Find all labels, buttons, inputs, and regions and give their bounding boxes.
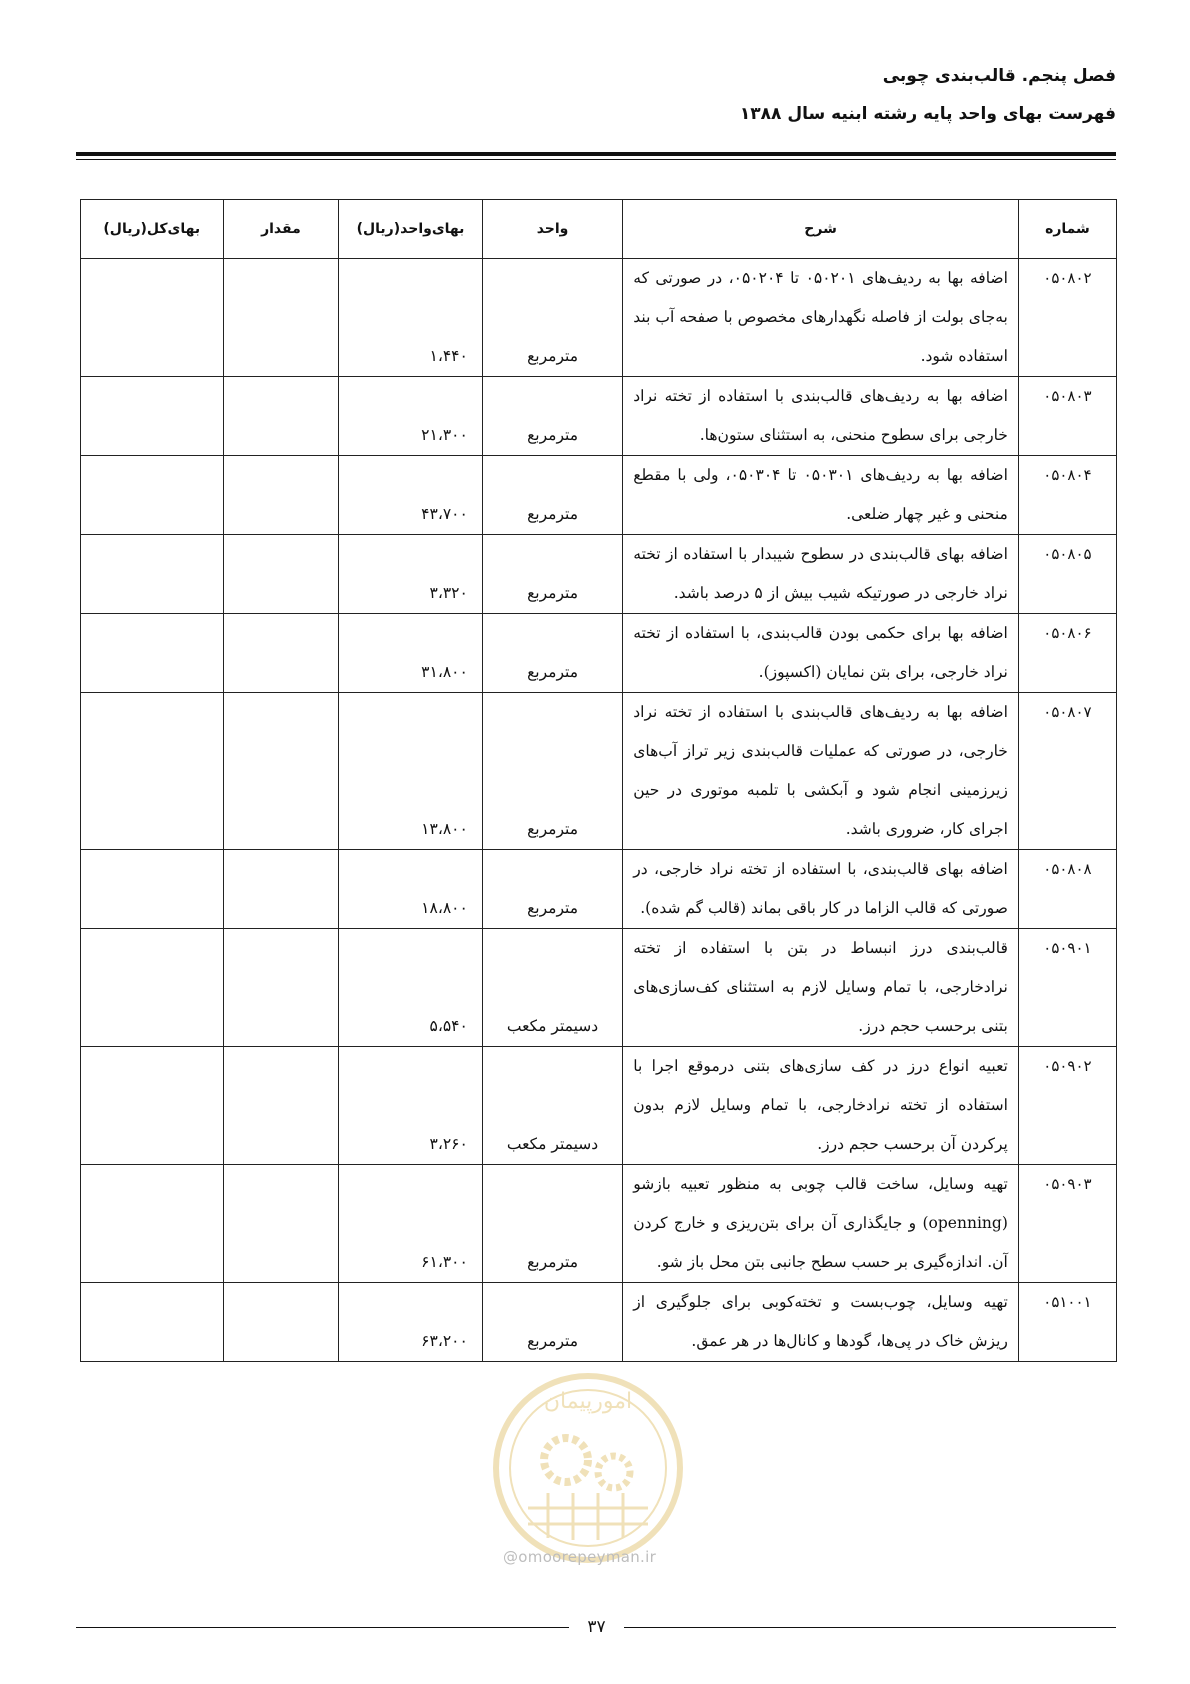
watermark-site-text: @omoorepeyman.ir bbox=[503, 1548, 657, 1566]
item-code: ۰۵۰۹۰۲ bbox=[1018, 1047, 1116, 1165]
document-title: فهرست بهای واحد پایه رشته ابنیه سال ۱۳۸۸ bbox=[739, 104, 1116, 124]
item-quantity bbox=[223, 456, 339, 535]
item-total-price bbox=[81, 377, 224, 456]
table-row bbox=[81, 1165, 1117, 1283]
column-header-quantity: مقدار bbox=[223, 200, 339, 259]
item-unit-price: ۴۳،۷۰۰ bbox=[339, 456, 483, 535]
item-unit: دسیمتر مکعب bbox=[482, 929, 622, 1047]
item-code: ۰۵۰۸۰۳ bbox=[1018, 377, 1116, 456]
item-total-price bbox=[81, 614, 224, 693]
item-unit-price: ۳،۲۶۰ bbox=[339, 1047, 483, 1165]
item-description: قالب‌بندی درز انبساط در بتن با استفاده از تخته نرادخارجی، با تمام وسایل لازم به استثنای کف‌سازی‌های بتنی برحسب حجم درز. bbox=[623, 929, 1019, 1047]
table-row bbox=[81, 614, 1117, 693]
item-description: تعبیه انواع درز در کف سازی‌های بتنی درموقع اجرا با استفاده از تخته نرادخارجی، با تمام وسایل لازم بدون پرکردن آن برحسب حجم درز. bbox=[623, 1047, 1019, 1165]
column-header-description: شرح bbox=[623, 200, 1019, 259]
item-unit-price: ۱۳،۸۰۰ bbox=[339, 693, 483, 850]
item-quantity bbox=[223, 535, 339, 614]
table-row bbox=[81, 693, 1117, 850]
item-code: ۰۵۰۸۰۴ bbox=[1018, 456, 1116, 535]
item-description: تهیه وسایل، چوب‌بست و تخته‌کوبی برای جلوگیری از ریزش خاک در پی‌ها، گودها و کانال‌ها در هر عمق. bbox=[623, 1283, 1019, 1362]
item-code: ۰۵۱۰۰۱ bbox=[1018, 1283, 1116, 1362]
item-total-price bbox=[81, 535, 224, 614]
table-row bbox=[81, 1283, 1117, 1362]
item-unit: مترمربع bbox=[482, 1165, 622, 1283]
item-quantity bbox=[223, 929, 339, 1047]
table-row bbox=[81, 259, 1117, 377]
watermark-seal-icon bbox=[488, 1368, 688, 1568]
item-code: ۰۵۰۸۰۶ bbox=[1018, 614, 1116, 693]
item-quantity bbox=[223, 693, 339, 850]
header-rule-thick bbox=[76, 152, 1116, 156]
table-row bbox=[81, 929, 1117, 1047]
item-description: تهیه وسایل، ساخت قالب چوبی به منظور تعبیه بازشو (openning) و جایگذاری آن برای بتن‌ریزی و خارج کردن آن. اندازه‌گیری بر حسب سطح جانبی بتن محل باز شو. bbox=[623, 1165, 1019, 1283]
item-description: اضافه بها برای حکمی بودن قالب‌بندی، با استفاده از تخته نراد خارجی، برای بتن نمایان (اکسپوز). bbox=[623, 614, 1019, 693]
header-rule-thin bbox=[76, 159, 1116, 160]
footer-rule-left bbox=[76, 1627, 569, 1628]
column-header-code: شماره bbox=[1018, 200, 1116, 259]
table-row bbox=[81, 456, 1117, 535]
item-unit-price: ۱،۴۴۰ bbox=[339, 259, 483, 377]
item-unit-price: ۶۱،۳۰۰ bbox=[339, 1165, 483, 1283]
column-header-unit: واحد bbox=[482, 200, 622, 259]
column-header-total-price: بهای‌کل(ریال) bbox=[81, 200, 224, 259]
item-code: ۰۵۰۸۰۲ bbox=[1018, 259, 1116, 377]
item-quantity bbox=[223, 1047, 339, 1165]
item-unit-price: ۵،۵۴۰ bbox=[339, 929, 483, 1047]
item-unit: مترمربع bbox=[482, 850, 622, 929]
item-description: اضافه بها به ردیف‌های ۰۵۰۳۰۱ تا ۰۵۰۳۰۴، ولی با مقطع منحنی و غیر چهار ضلعی. bbox=[623, 456, 1019, 535]
item-unit: دسیمتر مکعب bbox=[482, 1047, 622, 1165]
table-header-row bbox=[81, 200, 1117, 259]
item-quantity bbox=[223, 614, 339, 693]
page-number: ۳۷ bbox=[587, 1617, 606, 1637]
item-quantity bbox=[223, 377, 339, 456]
item-description: اضافه بها به ردیف‌های قالب‌بندی با استفاده از تخته نراد خارجی، در صورتی که عملیات قالب‌بندی زیر تراز آب‌های زیرزمینی انجام شود و آبکشی با تلمبه موتوری در حین اجرای کار، ضروری باشد. bbox=[623, 693, 1019, 850]
item-unit-price: ۲۱،۳۰۰ bbox=[339, 377, 483, 456]
item-quantity bbox=[223, 1283, 339, 1362]
item-unit: مترمربع bbox=[482, 1283, 622, 1362]
item-code: ۰۵۰۹۰۳ bbox=[1018, 1165, 1116, 1283]
item-code: ۰۵۰۹۰۱ bbox=[1018, 929, 1116, 1047]
item-description: اضافه بهای قالب‌بندی در سطوح شیبدار با استفاده از تخته نراد خارجی در صورتیکه شیب بیش از ۵ درصد باشد. bbox=[623, 535, 1019, 614]
price-list-table bbox=[80, 199, 1117, 1362]
item-unit-price: ۶۳،۲۰۰ bbox=[339, 1283, 483, 1362]
table-row bbox=[81, 1047, 1117, 1165]
item-total-price bbox=[81, 456, 224, 535]
item-unit-price: ۳،۳۲۰ bbox=[339, 535, 483, 614]
table-row bbox=[81, 850, 1117, 929]
item-total-price bbox=[81, 929, 224, 1047]
item-quantity bbox=[223, 259, 339, 377]
watermark-logo-text: امورپیمان bbox=[543, 1389, 633, 1414]
item-total-price bbox=[81, 1283, 224, 1362]
item-code: ۰۵۰۸۰۵ bbox=[1018, 535, 1116, 614]
item-unit: مترمربع bbox=[482, 614, 622, 693]
item-description: اضافه بهای قالب‌بندی، با استفاده از تخته نراد خارجی، در صورتی که قالب الزاما در کار باقی بماند (قالب گم شده). bbox=[623, 850, 1019, 929]
item-total-price bbox=[81, 1165, 224, 1283]
item-total-price bbox=[81, 693, 224, 850]
item-unit: مترمربع bbox=[482, 693, 622, 850]
item-description: اضافه بها به ردیف‌های قالب‌بندی با استفاده از تخته نراد خارجی برای سطوح منحنی، به استثنای ستون‌ها. bbox=[623, 377, 1019, 456]
page-header bbox=[76, 62, 1116, 128]
item-unit-price: ۳۱،۸۰۰ bbox=[339, 614, 483, 693]
table-row bbox=[81, 377, 1117, 456]
item-total-price bbox=[81, 850, 224, 929]
item-unit: مترمربع bbox=[482, 535, 622, 614]
item-code: ۰۵۰۸۰۷ bbox=[1018, 693, 1116, 850]
column-header-unit-price: بهای‌واحد(ریال) bbox=[339, 200, 483, 259]
item-unit: مترمربع bbox=[482, 259, 622, 377]
item-unit: مترمربع bbox=[482, 377, 622, 456]
item-unit-price: ۱۸،۸۰۰ bbox=[339, 850, 483, 929]
item-description: اضافه بها به ردیف‌های ۰۵۰۲۰۱ تا ۰۵۰۲۰۴، در صورتی که به‌جای بولت از فاصله نگهدارهای مخصوص با صفحه آب بند استفاده شود. bbox=[623, 259, 1019, 377]
item-code: ۰۵۰۸۰۸ bbox=[1018, 850, 1116, 929]
chapter-title: فصل پنجم. قالب‌بندی چوبی bbox=[882, 66, 1116, 86]
footer-rule-right bbox=[624, 1627, 1116, 1628]
item-quantity bbox=[223, 850, 339, 929]
table-row bbox=[81, 535, 1117, 614]
item-unit: مترمربع bbox=[482, 456, 622, 535]
item-quantity bbox=[223, 1165, 339, 1283]
item-total-price bbox=[81, 1047, 224, 1165]
item-total-price bbox=[81, 259, 224, 377]
